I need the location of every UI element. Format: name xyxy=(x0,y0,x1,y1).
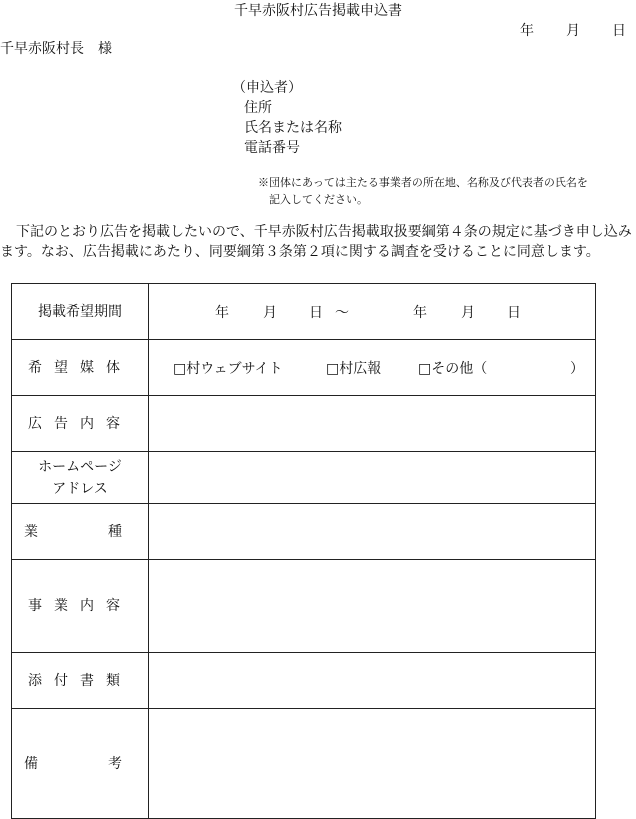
label-attachments: 添付書類 xyxy=(12,653,149,709)
label-business: 事業内容 xyxy=(12,560,149,653)
media-option-other[interactable]: □その他（ xyxy=(418,360,488,377)
label-industry: 業 種 xyxy=(12,504,149,560)
row-media xyxy=(12,340,596,396)
date-year: 年 xyxy=(520,23,534,39)
applicant-block xyxy=(232,78,342,158)
media-option-bulletin[interactable]: □村広報 xyxy=(326,360,382,377)
period-field[interactable] xyxy=(149,284,596,340)
period-year-1: 年 xyxy=(215,304,229,321)
note xyxy=(258,174,588,208)
row-business xyxy=(12,560,596,653)
document-title: 千早赤阪村広告掲載申込書 xyxy=(234,3,402,19)
note-line-1: ※団体にあっては主たる事業者の所在地、名称及び代表者の氏名を xyxy=(258,176,588,189)
media-option-website[interactable]: □村ウェブサイト xyxy=(173,360,283,377)
row-content xyxy=(12,396,596,452)
period-year-2: 年 xyxy=(413,304,427,321)
application-form-table xyxy=(11,283,596,819)
remarks-field[interactable] xyxy=(149,709,596,819)
row-period xyxy=(12,284,596,340)
media-option-other-close: ） xyxy=(570,360,584,377)
statement-text: 下記のとおり広告を掲載したいので、千早赤阪村広告掲載取扱要綱第４条の規定に基づき申し込みます。なお、広告掲載にあたり、同要綱第３条第２項に関する調査を受けることに同意します。 xyxy=(0,224,632,260)
applicant-phone-label: 電話番号 xyxy=(244,140,300,156)
attachments-field[interactable] xyxy=(149,653,596,709)
label-remarks: 備 考 xyxy=(12,709,149,819)
media-field xyxy=(149,340,596,396)
label-homepage xyxy=(12,452,149,504)
industry-field[interactable] xyxy=(149,504,596,560)
label-homepage-line-2: アドレス xyxy=(52,480,108,497)
label-period: 掲載希望期間 xyxy=(12,284,149,340)
note-line-2: 記入してください。 xyxy=(269,193,368,206)
period-month-2: 月 xyxy=(461,304,475,321)
applicant-heading: （申込者） xyxy=(232,80,302,96)
row-attachments xyxy=(12,653,596,709)
row-homepage xyxy=(12,452,596,504)
row-industry xyxy=(12,504,596,560)
period-day-1: 日 xyxy=(309,304,323,321)
date-line xyxy=(520,20,626,40)
label-media: 希望媒体 xyxy=(12,340,149,396)
homepage-field[interactable] xyxy=(149,452,596,504)
business-field[interactable] xyxy=(149,560,596,653)
period-tilde: ～ xyxy=(335,304,349,321)
date-month: 月 xyxy=(566,23,580,39)
content-field[interactable] xyxy=(149,396,596,452)
applicant-name-label: 氏名または名称 xyxy=(244,120,342,136)
applicant-address-label: 住所 xyxy=(244,100,272,116)
date-day: 日 xyxy=(612,23,626,39)
row-remarks xyxy=(12,709,596,819)
period-month-1: 月 xyxy=(263,304,277,321)
label-content: 広告内容 xyxy=(12,396,149,452)
application-statement xyxy=(0,222,636,262)
period-day-2: 日 xyxy=(507,304,521,321)
addressee: 千早赤阪村長 様 xyxy=(0,41,112,57)
label-homepage-line-1: ホームページ xyxy=(38,458,122,475)
